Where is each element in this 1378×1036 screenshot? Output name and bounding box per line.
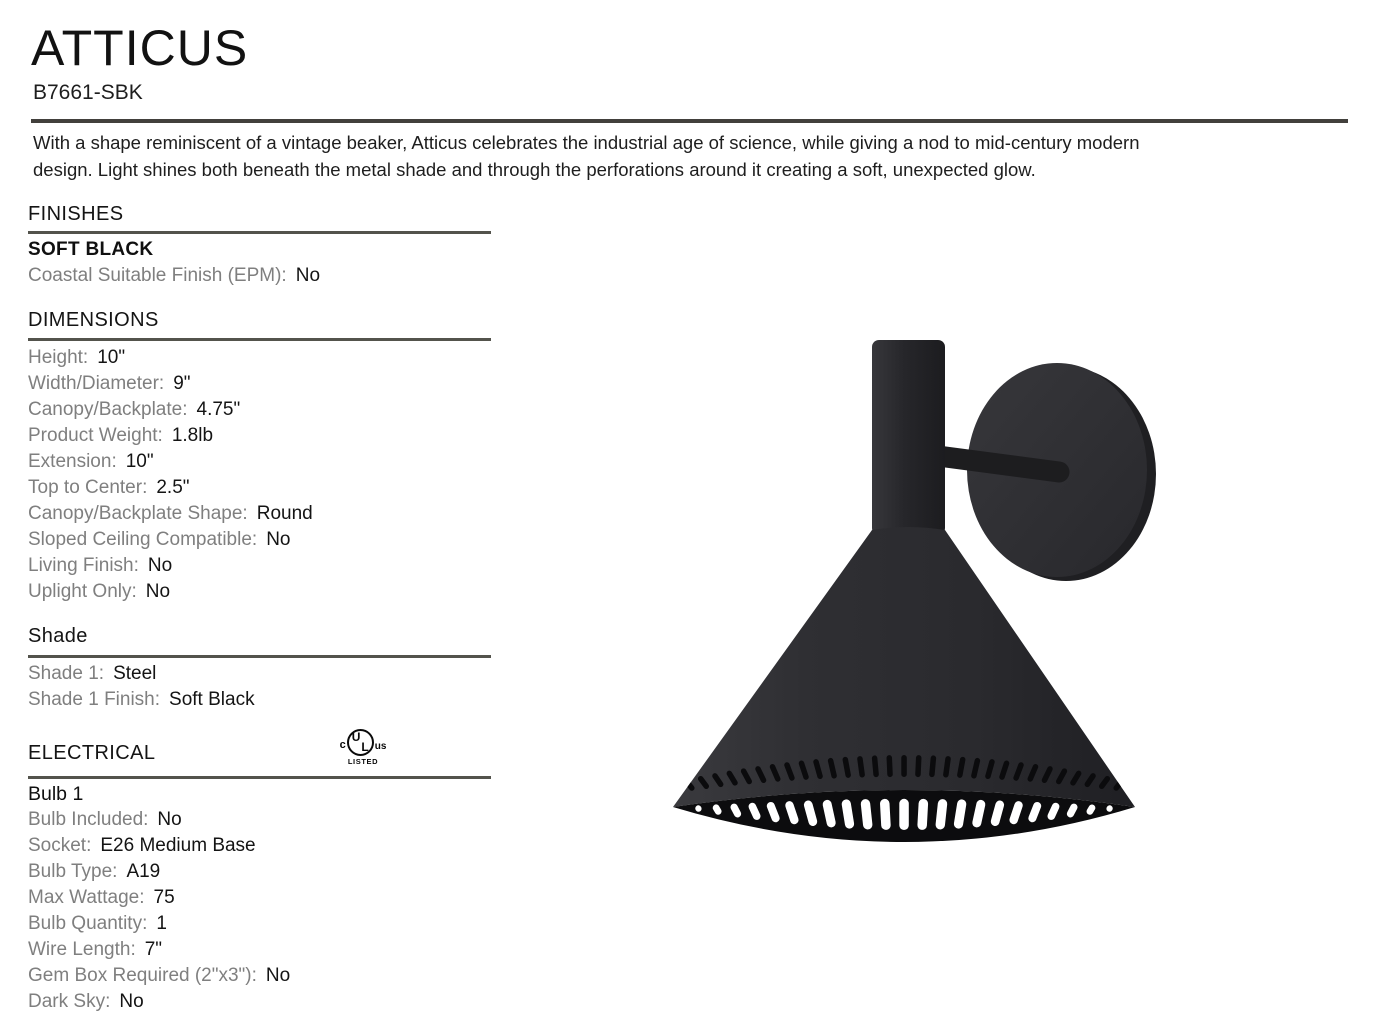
spec-value: 4.75" [196,399,241,420]
section-heading-electrical: ELECTRICAL [28,742,156,764]
section-divider [28,231,491,234]
product-image-atticus-wall-sconce [660,325,1180,870]
spec-row [28,451,154,473]
header-divider [31,119,1348,123]
spec-row [28,477,190,499]
spec-label: Max Wattage: [28,887,145,908]
spec-value: A19 [126,861,161,882]
spec-value: No [265,965,291,986]
model-number: B7661-SBK [33,81,143,104]
section-heading-shade: Shade [28,625,88,647]
spec-label: Product Weight: [28,425,163,446]
bulb-subheading: Bulb 1 [28,783,84,805]
spec-value: No [295,265,321,286]
spec-value: Soft Black [169,689,255,710]
stem [872,340,945,535]
page-title: ATTICUS [31,20,249,76]
ul-c-letter: c [339,738,346,751]
ul-mark [333,729,393,756]
spec-label: Sloped Ceiling Compatible: [28,529,258,550]
spec-label: Uplight Only: [28,581,137,602]
spec-label: Canopy/Backplate Shape: [28,503,248,524]
product-description-line2: design. Light shines both beneath the metal shade and through the perforations around it creating a soft, unexpected glow. [33,159,1036,180]
spec-label: Wire Length: [28,939,136,960]
spec-value: 75 [153,887,175,908]
spec-row [28,809,182,831]
spec-row [28,581,170,603]
section-divider [28,655,491,658]
spec-label: Bulb Quantity: [28,913,148,934]
spec-row [28,835,256,857]
spec-label: Canopy/Backplate: [28,399,188,420]
spec-row [28,965,290,987]
spec-row [28,503,313,525]
spec-row [28,861,160,883]
spec-label: Living Finish: [28,555,139,576]
spec-value: No [119,991,144,1012]
spec-label: Shade 1 Finish: [28,689,161,710]
spec-row [28,529,290,551]
spec-row [28,347,125,369]
spec-label: Dark Sky: [28,991,111,1012]
spec-value: No [266,529,291,550]
section-heading-dimensions: DIMENSIONS [28,309,159,331]
spec-row [28,555,172,577]
spec-row [28,425,213,447]
spec-value: Round [256,503,313,524]
spec-row [28,663,156,685]
spec-row [28,887,175,909]
spec-value: 1.8lb [171,425,214,446]
spec-label: Coastal Suitable Finish (EPM): [28,265,287,286]
spec-label: Gem Box Required (2"x3"): [28,965,257,986]
spec-row [28,991,144,1013]
spec-label: Shade 1: [28,663,105,684]
section-divider [28,776,491,779]
spec-value: No [145,581,171,602]
spec-row [28,399,240,421]
spec-row [28,373,191,395]
section-heading-finishes: FINISHES [28,203,124,225]
spec-value: 9" [173,373,191,394]
spec-label: Bulb Included: [28,809,149,830]
ul-circle: U L [347,729,374,756]
ul-listed-label: LISTED [347,757,379,766]
spec-label: Height: [28,347,89,368]
spec-value: 1 [156,913,167,934]
spec-value: No [147,555,173,576]
spec-label: Extension: [28,451,117,472]
spec-row [28,913,167,935]
spec-value: 10" [125,451,154,472]
spec-value: 2.5" [156,477,190,498]
spec-label: Top to Center: [28,477,148,498]
spec-value: Steel [113,663,157,684]
spec-value: E26 Medium Base [100,835,256,856]
product-description-line1: With a shape reminiscent of a vintage beaker, Atticus celebrates the industrial age of science, while giving a nod to mid-century modern [33,132,1140,153]
ul-us-letters: us [374,741,387,752]
spec-value: No [157,809,182,830]
finish-name: SOFT BLACK [28,239,154,260]
spec-label: Socket: [28,835,92,856]
section-divider [28,338,491,341]
spec-value: 10" [97,347,126,368]
spec-label: Bulb Type: [28,861,118,882]
spec-label: Width/Diameter: [28,373,165,394]
spec-value: 7" [144,939,163,960]
spec-row [28,265,320,287]
spec-row [28,939,162,961]
spec-row [28,689,255,711]
ul-listed-icon [333,729,393,766]
